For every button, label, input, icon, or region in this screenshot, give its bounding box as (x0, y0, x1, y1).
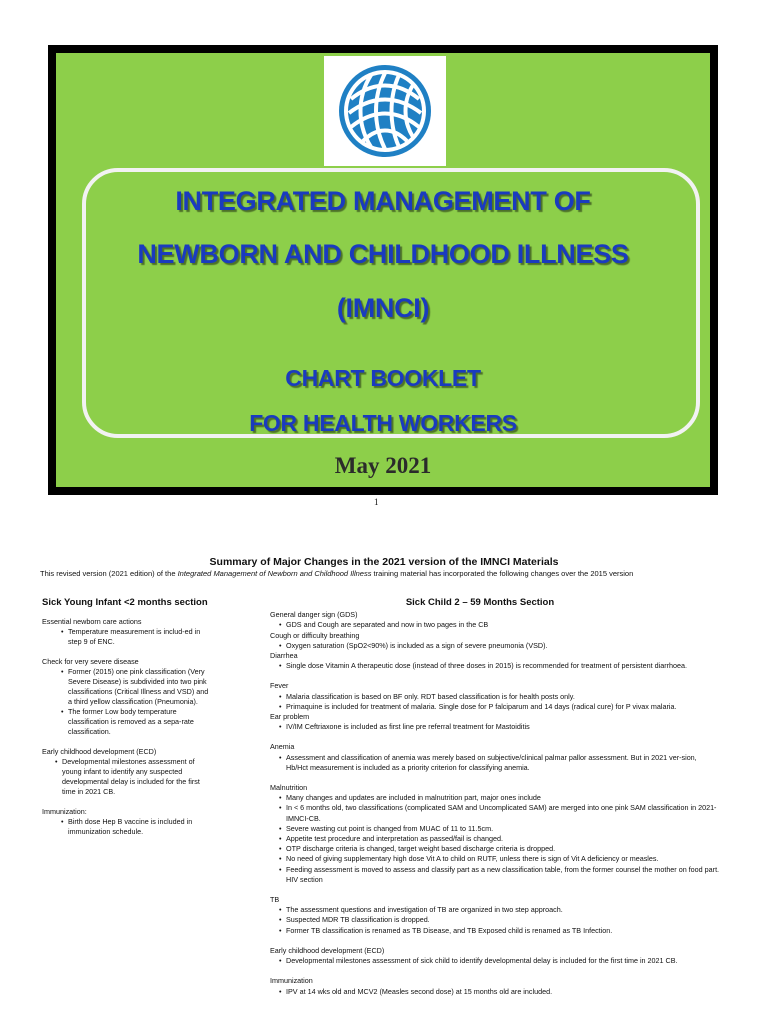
left-column (42, 598, 212, 847)
list-item: • IPV at 14 wks old and MCV2 (Measles second dose) at 15 months old are included. (286, 987, 720, 997)
section-diarrhea (270, 651, 720, 671)
list-item: • Former (2015) one pink classification (Very Severe Disease) is subdivided into two pink classifications (Critical Illness and VSD) and a third yellow classification (Pneumonia). (68, 667, 212, 707)
right-column (270, 598, 720, 997)
list-item: • OTP discharge criteria is changed, target weight based discharge criteria is dropped. (286, 844, 720, 854)
section-label: Cough or difficulty breathing (270, 630, 360, 640)
section-label: Immunization: (42, 807, 87, 816)
cover-frame (48, 45, 718, 495)
list-item: • Feeding assessment is moved to assess and classify part as a new classification table, from the former counsel the mother on food part. HIV section (286, 865, 720, 885)
list-item: • Assessment and classification of anemia was merely based on subjective/clinical palmar pallor assessment. But in 2021 ver-sion, Hb/Hct measurement is included as a priority criterion for classifying anemia. (286, 753, 720, 773)
section-malnutrition (270, 783, 720, 885)
list-item: • Single dose Vitamin A therapeutic dose (instead of three doses in 2015) is recommended for treatment of persistent diarrhoea. (286, 661, 720, 671)
cover-title-line-2: NEWBORN AND CHILDHOOD ILLNESS (137, 239, 629, 269)
summary-intro (40, 569, 740, 578)
list-item: • Severe wasting cut point is changed from MUAC of 11 to 11.5cm. (286, 824, 720, 834)
section-ear-problem (270, 712, 720, 732)
list-item: • GDS and Cough are separated and now in two pages in the CB (286, 620, 720, 630)
list-item: • Temperature measurement is includ-ed in step 9 of ENC. (68, 627, 212, 647)
list-item: • Appetite test procedure and interpretation as passed/fail is changed. (286, 834, 720, 844)
section-label: Immunization (270, 976, 313, 986)
section-immunization-child (270, 976, 720, 996)
page-number: 1 (374, 497, 379, 507)
logo-box (324, 56, 446, 166)
cover-date: May 2021 (334, 453, 432, 478)
section-label: Check for very severe disease (42, 657, 139, 666)
list-item: • The former Low body temperature classification is removed as a sepa-rate classification. (68, 707, 212, 737)
section-label: Early childhood development (ECD) (42, 747, 157, 756)
cover-background (56, 53, 710, 487)
cover-title-line-1: INTEGRATED MANAGEMENT OF (175, 186, 591, 216)
section-label: General danger sign (GDS) (270, 610, 358, 620)
woven-globe-logo-icon (333, 61, 437, 161)
section-label: Anemia (270, 742, 295, 752)
cover-subtitle-line-2: FOR HEALTH WORKERS (249, 410, 517, 436)
section-immunization-infant (42, 807, 212, 837)
section-essential-newborn-care (42, 617, 212, 647)
left-column-heading: Sick Young Infant <2 months section (42, 597, 208, 608)
section-label: Early childhood development (ECD) (270, 945, 385, 955)
section-cough (270, 631, 720, 651)
cover-title-line-3: (IMNCI) (336, 293, 430, 323)
cover-subtitle-line-1: CHART BOOKLET (285, 365, 481, 391)
section-label: Malnutrition (270, 783, 308, 793)
section-label: Ear problem (270, 712, 310, 722)
section-very-severe-disease (42, 657, 212, 737)
section-ecd-infant (42, 747, 212, 797)
list-item: • Suspected MDR TB classification is dropped. (286, 915, 720, 925)
summary-intro-start: This revised version (2021 edition) of the (40, 569, 178, 578)
section-tb (270, 895, 720, 936)
summary-title: Summary of Major Changes in the 2021 version of the IMNCI Materials (209, 556, 559, 568)
section-general-danger-sign (270, 610, 720, 630)
list-item: • Many changes and updates are included in malnutrition part, major ones include (286, 793, 720, 803)
section-anemia (270, 742, 720, 773)
list-item: • Primaquine is included for treatment of malaria. Single dose for P falciparum and 14 days (radical cure) for P vivax malaria. (286, 702, 720, 712)
section-label: TB (270, 895, 280, 905)
section-ecd-child (270, 946, 720, 966)
list-item: • Former TB classification is renamed as TB Disease, and TB Exposed child is renamed as TB Infection. (286, 926, 720, 936)
section-label: Essential newborn care actions (42, 617, 142, 626)
section-label: Diarrhea (270, 651, 298, 661)
list-item: • IV/IM Ceftriaxone is included as first line pre referral treatment for Mastoiditis (286, 722, 720, 732)
list-item: • No need of giving supplementary high dose Vit A to child on RUTF, unless there is sign of Vit A deficiency or measles. (286, 854, 720, 864)
list-item: • Birth dose Hep B vaccine is included in immunization schedule. (68, 817, 212, 837)
list-item: • Developmental milestones assessment of young infant to identify any suspected developmental delay is included for the first time in 2021 CB. (62, 757, 212, 797)
list-item: • The assessment questions and investigation of TB are organized in two step approach. (286, 905, 720, 915)
right-column-heading: Sick Child 2 – 59 Months Section (405, 597, 555, 608)
summary-intro-italic: Integrated Management of Newborn and Childhood Illness (177, 569, 372, 578)
list-item: • In < 6 months old, two classifications (complicated SAM and Uncomplicated SAM) are merged into one pink SAM classification in 2021-IMNCI-CB. (286, 803, 720, 823)
section-fever (270, 681, 720, 712)
list-item: • Developmental milestones assessment of sick child to identify developmental delay is included for the first time in 2021 CB. (286, 956, 720, 966)
summary-intro-end: training material has incorporated the following changes over the 2015 version (371, 569, 634, 578)
list-item: • Malaria classification is based on BF only. RDT based classification is for health posts only. (286, 692, 720, 702)
section-label: Fever (270, 681, 289, 691)
list-item: • Oxygen saturation (SpO2<90%) is included as a sign of severe pneumonia (VSD). (286, 641, 720, 651)
